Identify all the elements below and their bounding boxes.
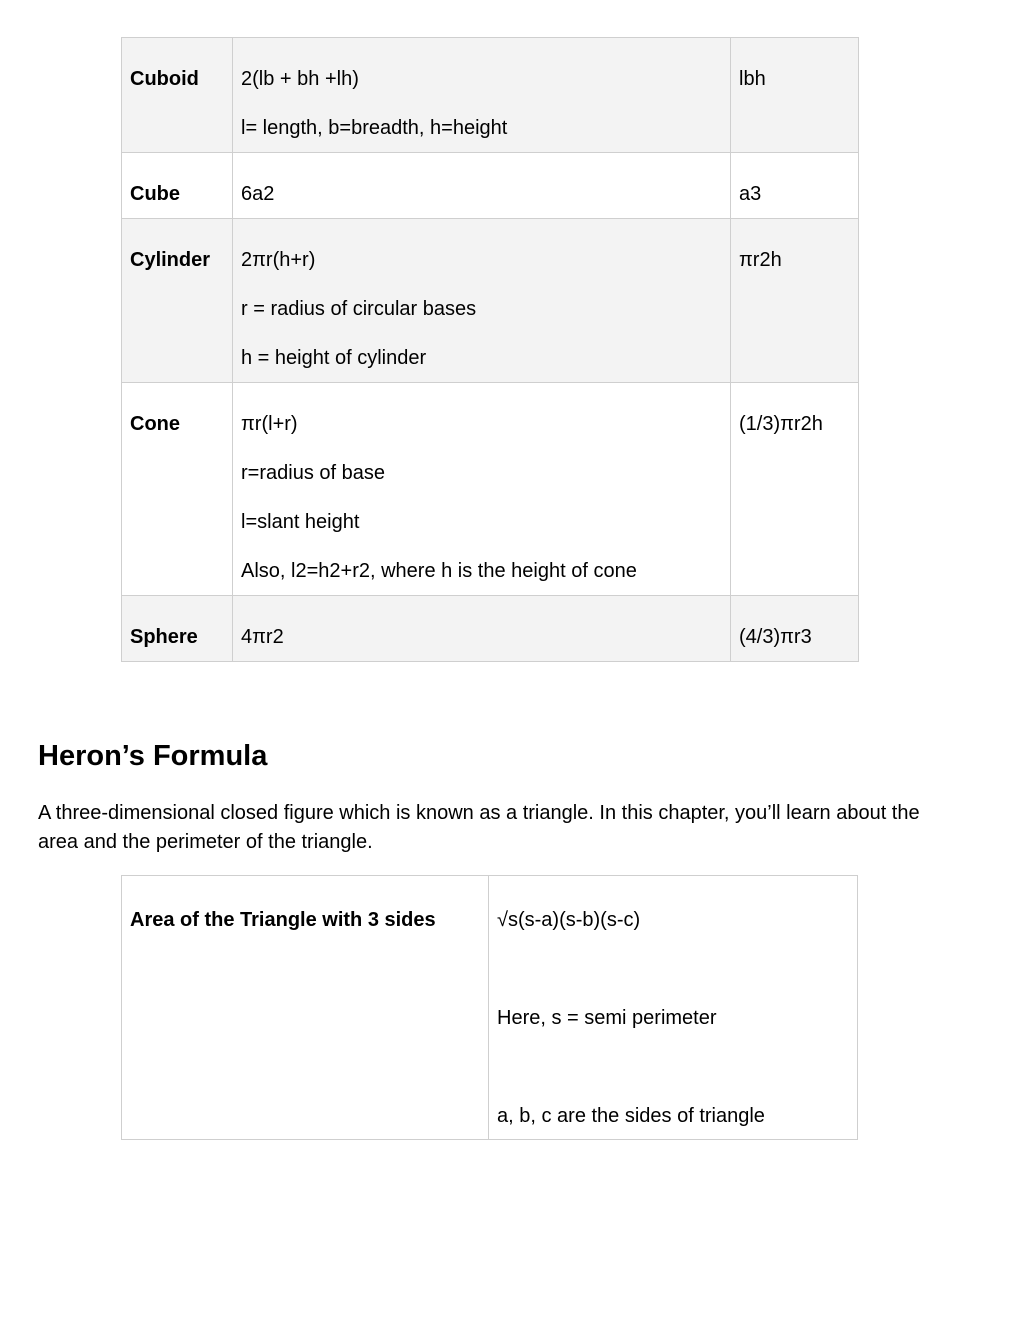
table-row xyxy=(122,383,859,596)
formula-line: πr2h xyxy=(739,249,782,271)
formula-line: l=slant height xyxy=(241,511,360,533)
formula-line: Also, l2=h2+r2, where h is the height of cone xyxy=(241,560,637,582)
section-intro-paragraph: A three-dimensional closed figure which is known as a triangle. In this chapter, you’ll learn about the area and the perimeter of the triangle. xyxy=(38,802,920,853)
volume-cell xyxy=(731,38,859,153)
formula-line: h = height of cylinder xyxy=(241,347,427,369)
shape-name: Cuboid xyxy=(122,38,233,153)
formula-line: l= length, b=breadth, h=height xyxy=(241,117,508,139)
formula-line: 4πr2 xyxy=(241,626,284,648)
shape-name: Cube xyxy=(122,153,233,219)
table-row xyxy=(122,219,859,383)
surface-area-cell xyxy=(233,38,731,153)
formula-line: πr(l+r) xyxy=(241,413,298,435)
formula-line: 2(lb + bh +lh) xyxy=(241,68,359,90)
surface-area-cell xyxy=(233,153,731,219)
herons-formula-table xyxy=(121,875,858,1140)
surface-area-cell xyxy=(233,219,731,383)
table-row xyxy=(122,876,858,1140)
volume-cell xyxy=(731,383,859,596)
formula-line: (4/3)πr3 xyxy=(739,626,812,648)
formula-line: a, b, c are the sides of triangle xyxy=(497,1105,765,1127)
table-row xyxy=(122,38,859,153)
table-row xyxy=(122,596,859,662)
volume-cell xyxy=(731,596,859,662)
shapes-formula-table xyxy=(121,37,859,662)
formula-cell xyxy=(489,876,858,1140)
formula-line: (1/3)πr2h xyxy=(739,413,823,435)
formula-line: r=radius of base xyxy=(241,462,385,484)
formula-line: Here, s = semi perimeter xyxy=(497,1007,717,1029)
volume-cell xyxy=(731,153,859,219)
shape-name: Cone xyxy=(122,383,233,596)
formula-label: Area of the Triangle with 3 sides xyxy=(122,876,489,1140)
surface-area-cell xyxy=(233,596,731,662)
table-row xyxy=(122,153,859,219)
surface-area-cell xyxy=(233,383,731,596)
formula-line: r = radius of circular bases xyxy=(241,298,477,320)
shape-name: Cylinder xyxy=(122,219,233,383)
formula-line: 6a2 xyxy=(241,183,275,205)
formula-line: a3 xyxy=(739,183,762,205)
shape-name: Sphere xyxy=(122,596,233,662)
formula-line: √s(s-a)(s-b)(s-c) xyxy=(497,909,641,931)
formula-line: 2πr(h+r) xyxy=(241,249,316,271)
volume-cell xyxy=(731,219,859,383)
section-heading: Heron’s Formula xyxy=(38,740,268,772)
formula-line: lbh xyxy=(739,68,766,90)
